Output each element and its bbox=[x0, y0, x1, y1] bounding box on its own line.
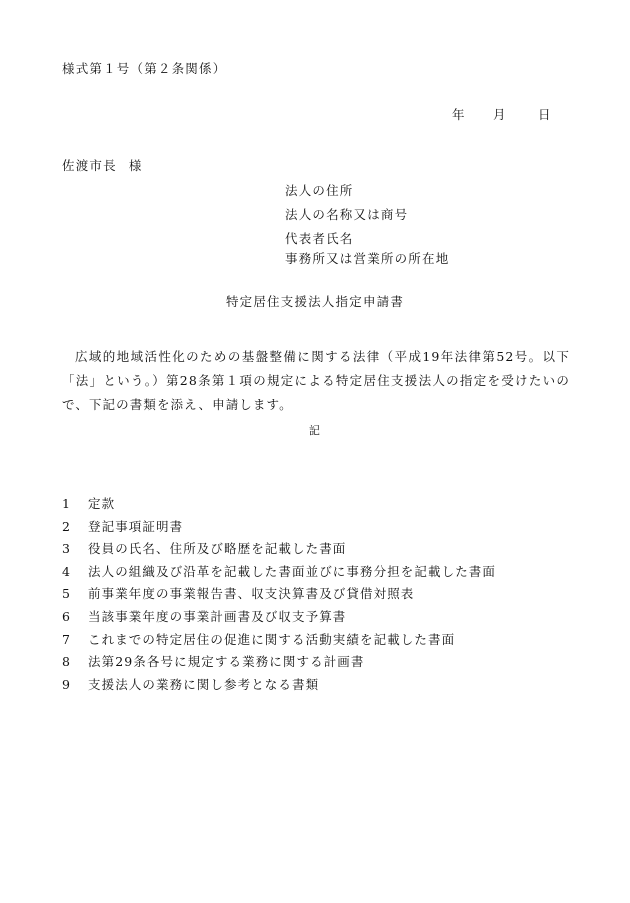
list-item bbox=[62, 564, 496, 587]
list-item-number: 4 bbox=[62, 563, 72, 579]
list-item bbox=[62, 541, 496, 564]
list-item bbox=[62, 496, 496, 519]
list-item-number: 7 bbox=[62, 631, 72, 647]
list-item-number: 5 bbox=[62, 586, 72, 602]
list-item-number: 2 bbox=[62, 518, 72, 534]
form-number: 様式第１号（第２条関係） bbox=[62, 61, 227, 76]
addressee-name: 佐渡市長 bbox=[62, 158, 117, 173]
list-item bbox=[62, 586, 496, 609]
applicant-representative-label: 代表者氏名 bbox=[285, 231, 354, 246]
list-item-number: 1 bbox=[62, 496, 72, 511]
ki-heading: 記 bbox=[308, 424, 322, 437]
list-item-text: これまでの特定居住の促進に関する活動実績を記載した書面 bbox=[88, 631, 456, 647]
list-item bbox=[62, 654, 496, 677]
list-item-text: 法人の組織及び沿革を記載した書面並びに事務分担を記載した書面 bbox=[88, 563, 497, 579]
list-item-number: 6 bbox=[62, 608, 72, 624]
list-item bbox=[62, 677, 496, 700]
list-item-text: 当該事業年度の事業計画書及び収支予算書 bbox=[88, 608, 347, 624]
list-item-text: 登記事項証明書 bbox=[88, 518, 184, 534]
list-item-number: 8 bbox=[62, 654, 72, 670]
applicant-name-label: 法人の名称又は商号 bbox=[285, 207, 409, 222]
list-item-text: 支援法人の業務に関し参考となる書類 bbox=[88, 676, 320, 692]
list-item-number: 9 bbox=[62, 676, 72, 692]
list-item-text: 役員の氏名、住所及び略歴を記載した書面 bbox=[88, 541, 347, 557]
applicant-office-label: 事務所又は営業所の所在地 bbox=[285, 251, 450, 266]
document-title: 特定居住支援法人指定申請書 bbox=[225, 294, 405, 309]
list-item-text: 前事業年度の事業報告書、収支決算書及び貸借対照表 bbox=[88, 586, 415, 602]
list-item bbox=[62, 632, 496, 655]
body-paragraph: 広域的地域活性化のための基盤整備に関する法律（平成19年法律第52号。以下「法」という。）第28条第１項の規定による特定居住支援法人の指定を受けたいので、下記の書類を添え、申請します。 bbox=[62, 349, 570, 412]
list-item-text: 定款 bbox=[88, 496, 116, 511]
list-item bbox=[62, 519, 496, 542]
addressee-suffix: 様 bbox=[128, 158, 143, 173]
applicant-address-label: 法人の住所 bbox=[285, 183, 354, 198]
date-month-label: 月 bbox=[493, 107, 507, 122]
date-year-label: 年 bbox=[452, 107, 466, 122]
list-item-number: 3 bbox=[62, 541, 72, 557]
list-item bbox=[62, 609, 496, 632]
date-day-label: 日 bbox=[538, 107, 552, 122]
attachment-list bbox=[62, 496, 496, 699]
list-item-text: 法第29条各号に規定する業務に関する計画書 bbox=[88, 654, 365, 670]
addressee bbox=[62, 158, 143, 174]
